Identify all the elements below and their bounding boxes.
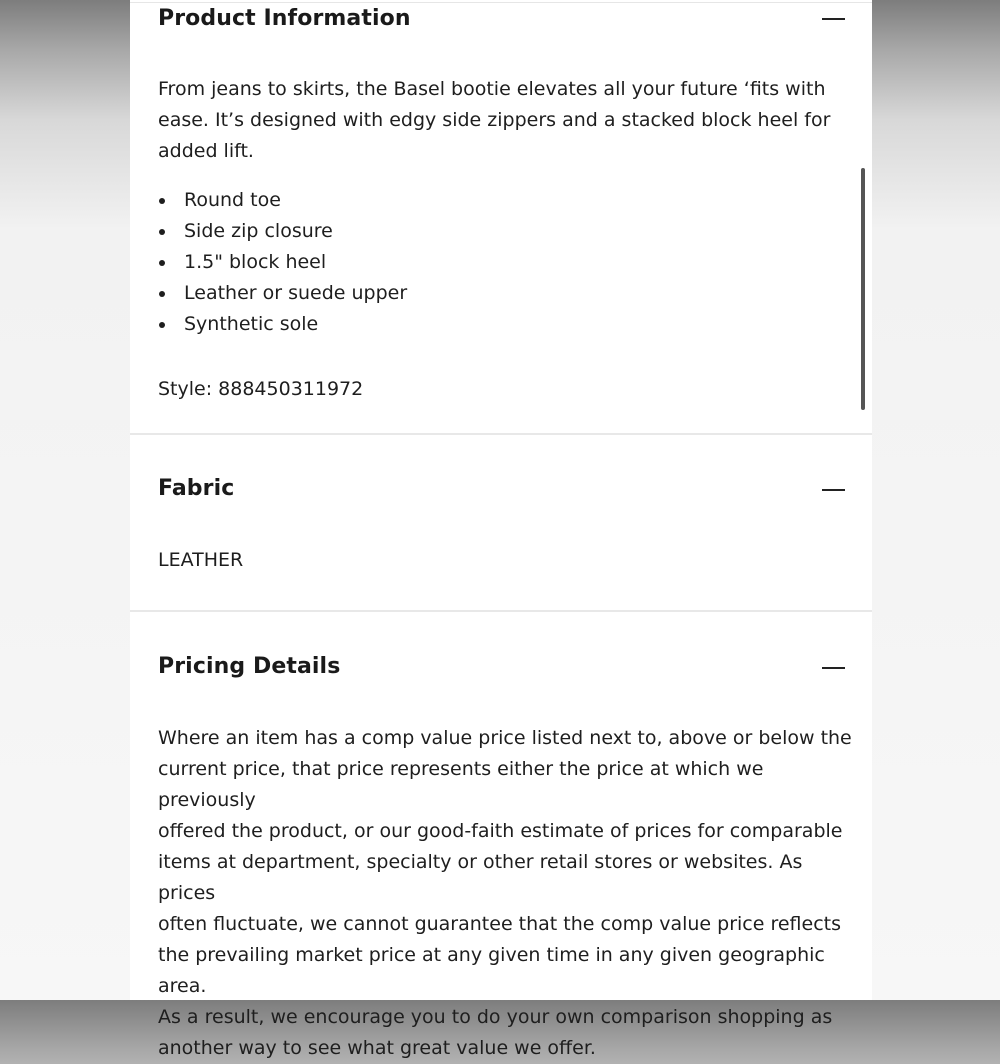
product-description bbox=[158, 74, 848, 167]
pricing-line: often fluctuate, we cannot guarantee that the comp value price reflects bbox=[158, 913, 841, 935]
pricing-details-title[interactable]: Pricing Details bbox=[158, 654, 341, 679]
description-line: ease. It’s designed with edgy side zippers and a stacked block heel for bbox=[158, 109, 831, 131]
pricing-details-text bbox=[158, 723, 858, 1064]
pricing-line: Where an item has a comp value price listed next to, above or below the bbox=[158, 727, 852, 749]
pricing-line: the prevailing market price at any given time in any given geographic area. bbox=[158, 944, 825, 997]
feature-item: Leather or suede upper bbox=[158, 278, 407, 309]
pricing-line: As a result, we encourage you to do your own comparison shopping as bbox=[158, 1006, 833, 1028]
pricing-line: items at department, specialty or other retail stores or websites. As prices bbox=[158, 851, 803, 904]
scrollbar-thumb[interactable] bbox=[861, 168, 865, 410]
pricing-line: offered the product, or our good-faith estimate of prices for comparable bbox=[158, 820, 843, 842]
minus-icon bbox=[822, 18, 845, 20]
feature-item: Side zip closure bbox=[158, 216, 407, 247]
product-details-panel bbox=[130, 0, 872, 1059]
fabric-collapse-button[interactable] bbox=[814, 475, 854, 505]
section-divider bbox=[130, 610, 872, 612]
feature-item: Synthetic sole bbox=[158, 309, 407, 340]
minus-icon bbox=[822, 489, 845, 491]
pricing-line: current price, that price represents either the price at which we previously bbox=[158, 758, 764, 811]
fabric-title[interactable]: Fabric bbox=[158, 476, 235, 501]
fabric-value: LEATHER bbox=[158, 549, 244, 571]
pricing-details-collapse-button[interactable] bbox=[814, 653, 854, 683]
top-divider bbox=[130, 2, 872, 3]
feature-item: Round toe bbox=[158, 185, 407, 216]
style-number: Style: 888450311972 bbox=[158, 378, 364, 400]
description-line: added lift. bbox=[158, 140, 254, 162]
feature-item: 1.5" block heel bbox=[158, 247, 407, 278]
product-information-collapse-button[interactable] bbox=[814, 4, 854, 34]
section-divider bbox=[130, 433, 872, 435]
feature-list bbox=[158, 185, 407, 340]
description-line: From jeans to skirts, the Basel bootie elevates all your future ‘fits with bbox=[158, 78, 826, 100]
pricing-line: another way to see what great value we offer. bbox=[158, 1037, 596, 1059]
minus-icon bbox=[822, 667, 845, 669]
product-information-title[interactable]: Product Information bbox=[158, 6, 411, 31]
